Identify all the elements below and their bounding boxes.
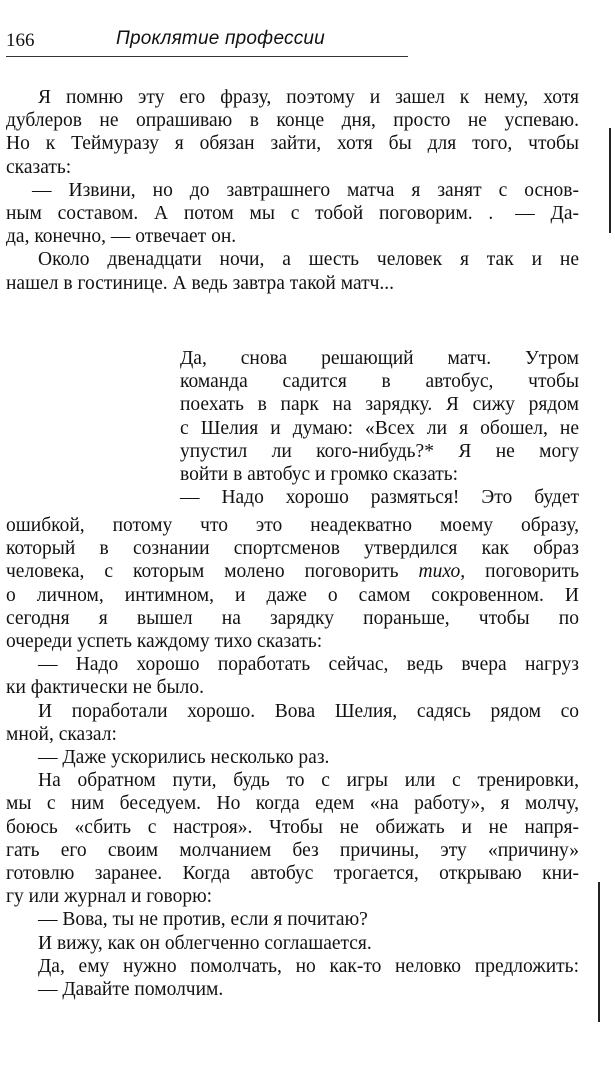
text-line: Но к Теймуразу я обязан зайти, хотя бы для того, чтобы (6, 133, 579, 155)
text-line: И вижу, как он облегченно соглашается. (38, 932, 372, 954)
text-line: мной, сказал: (6, 723, 117, 745)
text-line: сказать: (6, 156, 72, 178)
text-line: с Шелия и думаю: «Всех ли я обошел, не (180, 417, 579, 439)
text-line: очереди успеть каждому тихо сказать: (6, 631, 323, 653)
text-line: упустил ли кого-нибудь?* Я не могу (180, 440, 579, 462)
text-line: войти в автобус и громко сказать: (180, 464, 459, 486)
text-line: о личном, интимном, и даже о самом сокровенном. И (6, 584, 579, 606)
running-title: Проклятие профессии (116, 28, 325, 49)
text-line (6, 560, 579, 583)
text-line: мы с ним беседуем. Но когда едем «на работу», я молчу, (6, 793, 579, 815)
text-line: — Даже ускорились несколько раз. (38, 747, 330, 769)
text-line: нашел в гостинице. А ведь завтра такой матч... (6, 272, 395, 294)
text-line: ки фактически не было. (6, 677, 204, 699)
page-header (6, 26, 408, 57)
text-fragment: — Да- (515, 203, 580, 225)
text-line: — Надо хорошо поработать сейчас, ведь вчера нагруз (38, 654, 579, 676)
scan-edge-line-bottom (598, 882, 600, 1022)
text-line: поехать в парк на зарядку. Я сижу рядом (180, 394, 579, 416)
text-line: команда садится в автобус, чтобы (180, 371, 579, 393)
text-line: — Вова, ты не против, если я почитаю? (38, 909, 368, 931)
text-line: — Извини, но до завтрашнего матча я занят с основ- (32, 179, 579, 201)
text-line: дублеров не опрашиваю в конце дня, просто не успеваю. (6, 110, 579, 132)
text-line: Я помню эту его фразу, поэтому и зашел к нему, хотя (38, 87, 579, 108)
text-line: гать его своим молчанием без причины, эту «причину» (6, 839, 579, 861)
text-line: И поработали хорошо. Вова Шелия, садясь рядом со (38, 700, 579, 722)
scan-edge-line-top (609, 128, 611, 233)
text-line: Да, снова решающий матч. Утром (180, 348, 579, 369)
text-block-3 (6, 514, 579, 1001)
text-line: гу или журнал и говорю: (6, 886, 213, 908)
text-line: На обратном пути, будь то с игры или с тренировки, (38, 770, 579, 792)
text-fragment: ным составом. А потом мы с тобой поговорим. . (6, 203, 494, 225)
text-line: да, конечно, — отвечает он. (6, 226, 237, 248)
text-block-1 (6, 86, 579, 295)
text-fragment: поговорить (465, 561, 580, 583)
text-line: сегодня я вышел на зарядку пораньше, чтобы по (6, 607, 579, 629)
text-line: ошибкой, потому что это неадекватно моему образу, (6, 515, 579, 536)
text-line: — Надо хорошо размяться! Это будет (180, 487, 579, 509)
text-line: боюсь «сбить с настроя». Чтобы не обижать и не напря- (6, 816, 579, 838)
text-line (6, 202, 579, 225)
text-block-2 (180, 347, 579, 509)
text-line: — Давайте помолчим. (38, 979, 224, 1001)
italic-word: тихо, (418, 561, 466, 583)
text-line: готовлю заранее. Когда автобус трогается, открываю кни- (6, 863, 579, 885)
page-number: 166 (6, 30, 35, 51)
text-line: Да, ему нужно помолчать, но как-то неловко предложить: (38, 955, 579, 977)
text-fragment: человека, с которым молено поговорить (6, 561, 419, 583)
text-line: который в сознании спортсменов утвердился как образ (6, 538, 579, 560)
text-line: Около двенадцати ночи, а шесть человек я так и не (38, 249, 579, 271)
